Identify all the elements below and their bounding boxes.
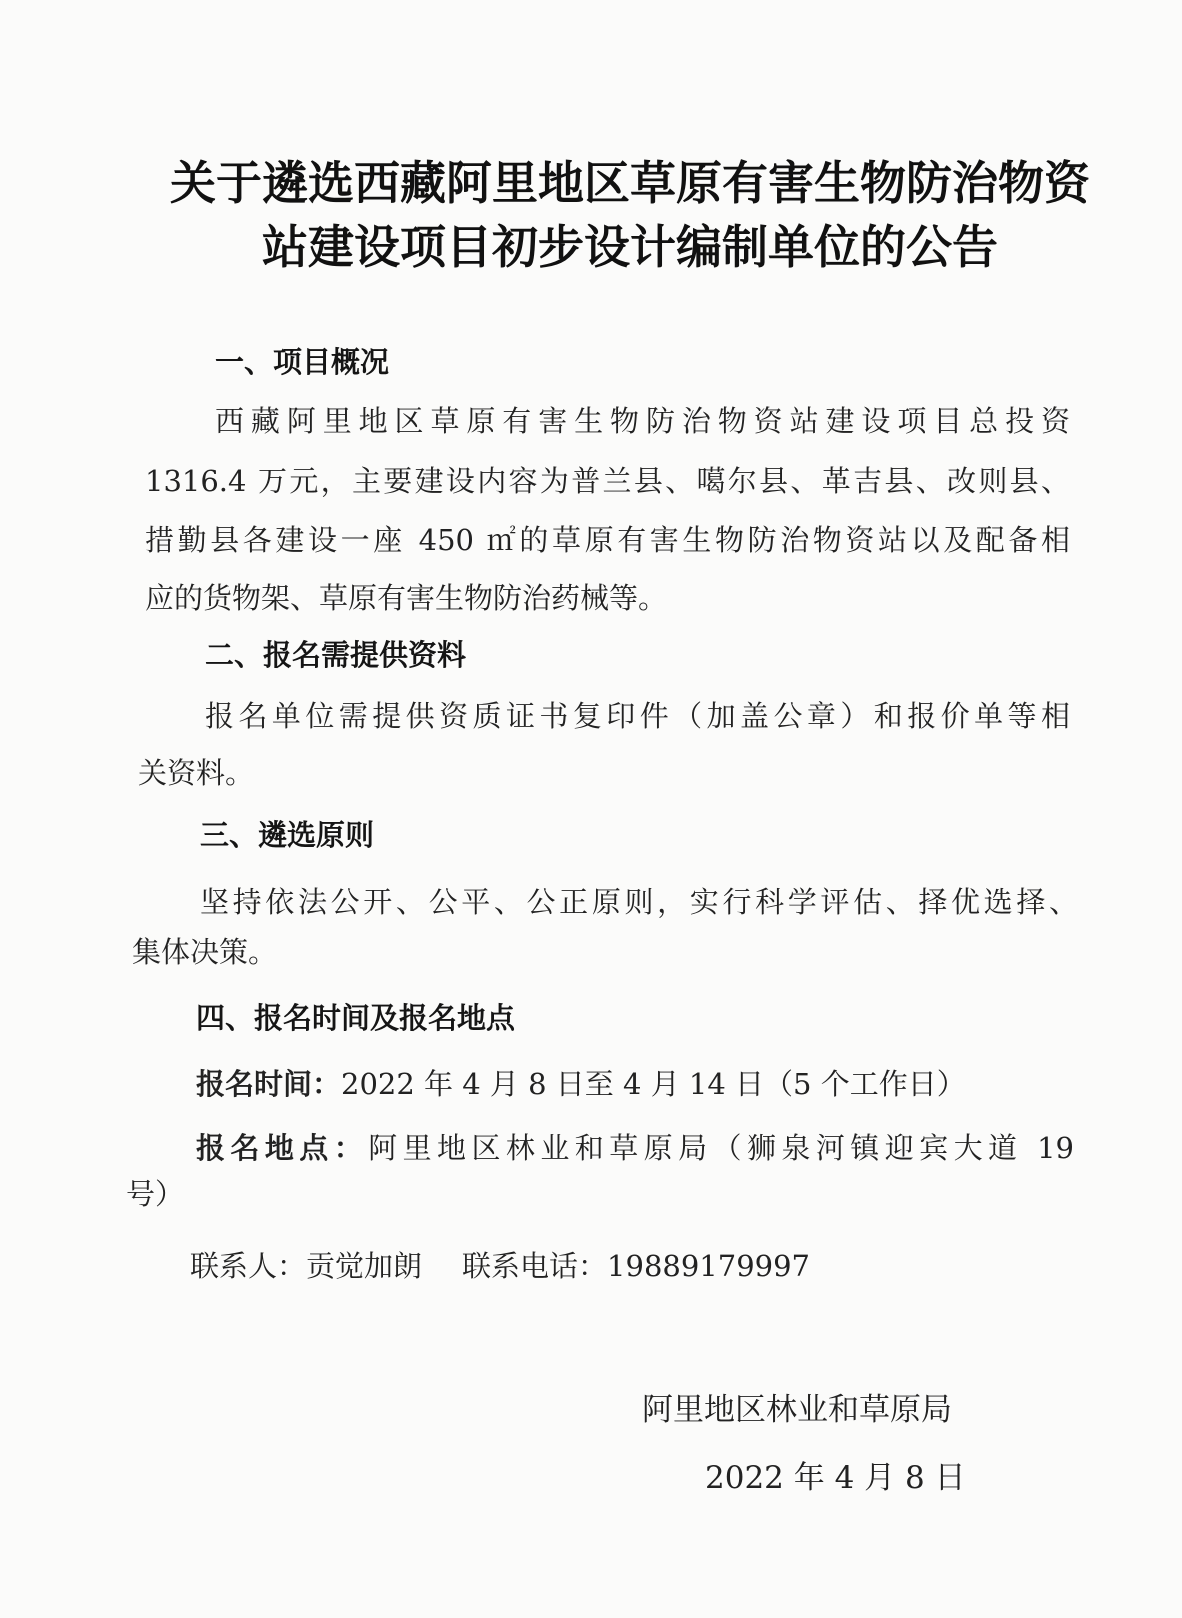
section-1-heading: 一、项目概况 [215,345,390,379]
contact-line [190,1246,810,1286]
registration-place-line-2: 号） [126,1177,185,1211]
section-3-line-1: 坚持依法公开、公平、公正原则，实行科学评估、择优选择、 [200,885,1078,919]
section-1-line-1: 西藏阿里地区草原有害生物防治物资站建设项目总投资 [215,404,1070,438]
section-1-line-3: 措勤县各建设一座 450 ㎡的草原有害生物防治物资站以及配备相 [145,523,1070,557]
section-2-line-1: 报名单位需提供资质证书复印件（加盖公章）和报价单等相 [205,699,1070,733]
section-4-heading: 四、报名时间及报名地点 [196,1001,516,1035]
contact-phone-value: 19889179997 [607,1249,811,1283]
contact-person-name: 贡觉加朗 [306,1249,423,1283]
issuing-organization: 阿里地区林业和草原局 [642,1392,952,1428]
section-3-line-2: 集体决策。 [132,935,278,969]
issue-date: 2022 年 4 月 8 日 [705,1460,966,1496]
registration-place-value: 阿里地区林业和草原局（狮泉河镇迎宾大道 19 [368,1131,1074,1165]
section-2-line-2: 关资料。 [138,756,255,790]
contact-person-label: 联系人： [190,1249,307,1283]
registration-time-label: 报名时间： [196,1067,342,1101]
registration-time [196,1064,966,1104]
section-2-heading: 二、报名需提供资料 [205,638,467,672]
document-title-line-2: 站建设项目初步设计编制单位的公告 [262,220,998,274]
registration-place [196,1128,1074,1168]
contact-phone-label: 联系电话： [462,1249,608,1283]
section-1-line-2: 1316.4 万元，主要建设内容为普兰县、噶尔县、革吉县、改则县、 [145,464,1070,498]
registration-place-label: 报名地点： [196,1131,369,1165]
document-title-line-1: 关于遴选西藏阿里地区草原有害生物防治物资 [170,156,1090,210]
registration-time-value: 2022 年 4 月 8 日至 4 月 14 日（5 个工作日） [341,1067,966,1101]
section-3-heading: 三、遴选原则 [200,818,375,852]
section-1-line-4: 应的货物架、草原有害生物防治药械等。 [145,581,668,615]
